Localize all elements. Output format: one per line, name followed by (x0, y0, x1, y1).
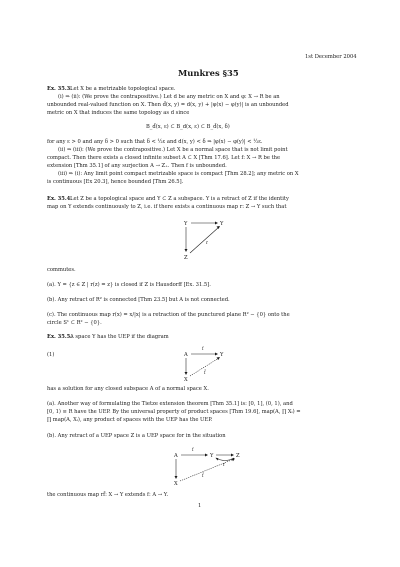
arrowhead (215, 222, 218, 225)
exercise-label: Ex. 35.3. (47, 86, 73, 92)
exercise-label: Ex. 35.4. (47, 196, 73, 202)
part-b: (b). Any retract of R² is connected [Thm 23.5] but A is not connected. (47, 297, 230, 303)
text-line: Let X be a metrizable topological space. (70, 86, 176, 92)
arrow-extension (180, 459, 234, 481)
part-b: (b). Any retract of a UEP space Z is a UEP space for in the situation (47, 433, 226, 439)
retract-diagram (180, 214, 240, 264)
diagram-label-y: Y (184, 221, 188, 227)
diagram-label-r: r (206, 240, 209, 245)
date: 1st December 2004 (305, 54, 357, 60)
arrowhead (215, 353, 218, 356)
diagram-label-r: r (223, 462, 226, 467)
text-line: (i) ⇒ (ii): (We prove the contrapositive.) Let d be any metric on X and φ: X → R be an (58, 94, 280, 100)
text-line: map on Y extends continuously to Z, i.e. if there exists a continuous map r: Z → Y such that (47, 204, 287, 210)
text-line: for any ε > 0 and any δ > 0 such that δ < ½ε and d(x, y) < δ ⇒ |φ(x) − φ(y)| < ½ε. (47, 139, 263, 145)
arrowhead (185, 372, 188, 375)
arrowhead (231, 454, 234, 457)
exercise-label: Ex. 35.5. (47, 334, 73, 340)
text-line: Let Z be a topological space and Y ⊂ Z a subspace. Y is a retract of Z if the identity (70, 196, 289, 202)
text-line: (ii) ⇒ (iii): (We prove the contrapositive.) Let X be a normal space that is not limit point (58, 147, 288, 153)
text-line: compact. Then there exists a closed infinite subset A ⊂ X [Thm 17.6]. Let f: X → R be the (47, 155, 281, 161)
diagram-label-x: X (174, 481, 178, 487)
diagram-label-f: f (192, 447, 194, 452)
arrow-retraction (190, 227, 219, 253)
diagram-label-x: X (184, 377, 188, 383)
part-a: (a). Y = {z ∈ Z | r(z) = z} is closed if Z is Hausdorff [Ex. 31.5]. (47, 282, 211, 288)
text-line: (iii) ⇒ (i): Any limit point compact metrizable space is compact [Thm 28.2]; any metric on X (58, 171, 299, 177)
part-c: (c). The continuous map r(x) = x/|x| is a retraction of the punctured plane R² − {0} onto the (47, 312, 290, 318)
diagram-label-z: Z (184, 255, 188, 261)
arrowhead (205, 454, 208, 457)
arrowhead (175, 476, 178, 479)
diagram-label-a: A (174, 453, 178, 459)
diagram-label-z: Z (236, 453, 240, 459)
text-line: the continuous map rf̄: X → Y extends f: A → Y. (47, 492, 169, 498)
diagram-label-fbar: f̄ (204, 370, 206, 375)
text-line: [0, 1) ≅ R have the UEP. By the universal property of product spaces [Thm 19.6], map(A, ∏ Xᵢ) = (47, 409, 301, 415)
text-line: circle S¹ ⊂ R² − {0}. (47, 320, 102, 326)
page-number: 1 (198, 503, 202, 509)
retract-uep-diagram (170, 443, 250, 489)
diagram-label-fbar: f̄ (202, 473, 204, 478)
text-line: metric on X that induces the same topology as d since (47, 110, 190, 116)
diagram-label-a: A (184, 352, 188, 358)
text-line: has a solution for any closed subspace A of a normal space X. (47, 386, 209, 392)
part-a: (a). Another way of formulating the Tietze extension theorem [Thm 35.1] is: [0, 1], (0, 1), and (47, 401, 293, 407)
display-equation: B_d̄(x, ε) ⊂ B_d(x, ε) ⊂ B_d̄(x, δ) (146, 124, 230, 130)
equation-number: (1) (47, 352, 55, 358)
text-line: A space Y has the UEP if the diagram (70, 334, 169, 340)
diagram-label-y: Y (210, 453, 214, 459)
diagram-label-y: Y (220, 352, 224, 358)
text-line: extension [Thm 35.1] of any surjection A → Z₊. Then f is unbounded. (47, 163, 227, 169)
arrowhead (185, 249, 188, 252)
text-line: unbounded real-valued function on X. Then d̄(x, y) = d(x, y) + |φ(x) − φ(y)| is an unbounded (47, 102, 289, 108)
diagram-label-f: f (202, 346, 204, 351)
uep-diagram (180, 342, 240, 384)
diagram-label-y: Y (220, 221, 224, 227)
text-line: ∏ map(A, Xᵢ), any product of spaces with the UEP has the UEP. (47, 417, 213, 423)
arrowhead (217, 357, 221, 360)
page-title: Munkres §35 (178, 68, 239, 78)
text-line: commutes. (47, 267, 76, 273)
text-line: is continuous [Ex 20.3], hence bounded [Thm 26.5]. (47, 179, 184, 185)
arrowhead (216, 458, 219, 461)
